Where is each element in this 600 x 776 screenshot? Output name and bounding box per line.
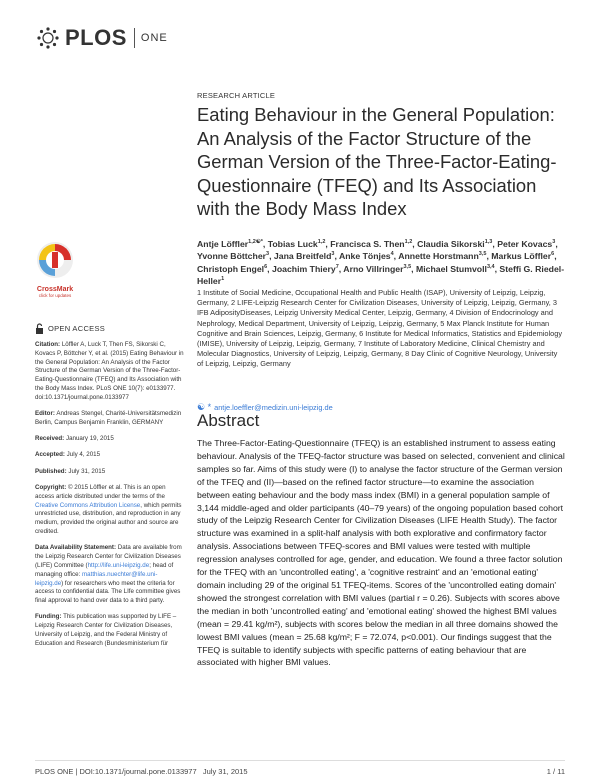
copyright: Copyright: © 2015 Löffler et al. This is an open access article distributed under the terms of the Creative Commons Attribution License, which permits unrestricted use, distribution, and reproduction in any medium, provided the original author and source are credited.: [35, 484, 182, 536]
author-name: Michael Stumvoll$^{3,4}$: [415, 263, 495, 274]
crossmark-icon: [35, 240, 75, 280]
footer-citation: PLOS ONE | DOI:10.1371/journal.pone.0133977 July 31, 2015: [35, 767, 248, 776]
author-name: Francisca S. Then$^{1,2}$: [330, 239, 413, 249]
author-affiliation-marker: 3: [331, 251, 335, 258]
author-name: Tobias Luck$^{1,2}$: [267, 239, 326, 249]
funding: Funding: This publication was supported by LIFE – Leipzig Research Center for Civilization Diseases, University of Leipzig, and the Federal Ministry of Education and Research (Bundesministerium für: [35, 613, 177, 647]
editor: Editor: Andreas Stengel, Charité-Universitätsmedizin Berlin, Campus Benjamin Franklin, GERMANY: [35, 410, 182, 426]
author-name: Antje Löffler$^{1,2☯*}$: [197, 239, 263, 249]
author-name: Anke Tönjes$^4$: [338, 251, 394, 262]
accepted-date: Accepted: July 4, 2015: [35, 451, 101, 459]
author-affiliation-marker: 6: [551, 251, 555, 258]
open-access-badge: [35, 323, 105, 334]
author-name: Yvonne Böttcher$^3$: [197, 251, 270, 262]
author-name: Peter Kovacs$^3$: [497, 239, 556, 249]
received-date: Received: January 19, 2015: [35, 435, 114, 443]
author-name: Steffi G. Riedel-Heller$^1$: [197, 263, 565, 287]
abstract-heading: Abstract: [197, 411, 260, 430]
footer-divider: [35, 760, 565, 761]
crossmark-sub: click for updates: [38, 293, 72, 298]
author-affiliation-marker: 3: [266, 251, 270, 258]
author-name: Jana Breitfeld$^3$: [273, 251, 335, 262]
crossmark-label: CrossMark: [36, 286, 74, 293]
unlock-icon: [35, 323, 44, 334]
author-name: Arno Villringer$^{3,5}$: [343, 263, 412, 274]
author-affiliation-marker: 3,4: [486, 263, 495, 270]
star-icon: ☯ *: [197, 402, 212, 412]
page-number: 1 / 11: [546, 767, 565, 776]
affiliations: 1 Institute of Social Medicine, Occupational Health and Public Health (ISAP), University of Leipzig, Leipzig, Germany, 2 LIFE-Leipzig Research Center for Civilization Diseases, University of Leipzig, Leipzig, Germany, 3 IFB AdiposityDiseases, Leipzig University Medical Center, Leipzig, Germany, 4 Division of Endocrinology and Nephrology, Medical Department, University of Leipzig, Leipzig, Germany, 5 Max Planck Institute for Human Cognitive and Brain Sciences, Leipzig, Germany, 6 Institute for Medical Informatics, Statistics and Epidemiology (IMISE), University of Leipzig, Leipzig, Germany, 7 Institute of Laboratory Medicine, Clinical Chemistry and Molecular Diagnostics, University of Leipzig, Leipzig, Germany, 8 Day Clinic of Cognitive Neurology, University of Leipzig, Leipzig, Germany: [197, 288, 563, 369]
citation: Citation: Löffler A, Luck T, Then FS, Sikorski C, Kovacs P, Böttcher Y, et al. (2015) Eating Behaviour in the General Population: An Analysis of the Factor Structure of the German Version of the Three-Factor-Eating-Questionnaire (TFEQ) and Its Association with the Body Mass Index. PLoS ONE 10(7): e0133977. doi:10.1371/journal.pone.0133977: [35, 341, 184, 401]
plos-dots-icon: [35, 26, 61, 50]
author-list: Antje Löffler$^{1,2☯*}$, Tobias Luck$^{1,2}$, Francisca S. Then$^{1,2}$, Claudia Sikorski$^{1,3}$, Peter Kovacs$^3$, Yvonne Böttcher$^3$, Jana Breitfeld$^3$, Anke Tönjes$^4$, Annette Horstmann$^{3,5}$, Markus Löffler$^6$, Christoph Engel$^6$, Joachim Thiery$^7$, Arno Villringer$^{3,5}$, Michael Stumvoll$^{3,4}$, Steffi G. Riedel-Heller$^1$: [197, 239, 565, 287]
author-affiliation-marker: 3,5: [403, 263, 412, 270]
author-affiliation-marker: 3,5: [478, 251, 487, 258]
author-affiliation-marker: 1,2: [404, 239, 413, 246]
author-name: Claudia Sikorski$^{1,3}$: [417, 239, 493, 249]
logo-divider: [134, 28, 135, 48]
author-name: Markus Löffler$^6$: [491, 251, 555, 262]
abstract-text: The Three-Factor-Eating-Questionnaire (TFEQ) is an established instrument to assess eating behaviour. Analysis of the TFEQ-factor structure was based on selected, convenient and clinical samples so far. Aims of this study were (I) to analyse the factor structure of the German version of the TFEQ and (II)—based on the refined factor structure—to examine the association between eating behaviour and the body mass index (BMI) in a general population sample of 3,144 middle-aged and older participants (40–79 years) of the ongoing population based cohort study of the Leipzig Research Center for Civilization Diseases (LIFE Health Study). The factor structure was examined in a split-half analysis with both explorative and confirmatory factor analysis. Associations between TFEQ-scores and BMI values were tested with multiple regression analyses controlled for age, gender, and education. We found a three factor solution for the TFEQ with an 'uncontrolled eating', a 'cognitive restraint' and an 'emotional eating' domain including 29 of the original 51 TFEQ-items. Scores of the 'uncontrolled eating domain' showed the strongest correlation with BMI values (partial r = 0.26). Subjects with scores above the median in both 'uncontrolled eating' and 'emotional eating' showed the highest BMI values (mean = 29.41 kg/m²), subjects with scores below the median in all three domains showed the lowest BMI values (mean = 25.68 kg/m²; F = 72.074, p<0.001). Our findings suggest that the TFEQ is suitable to identify subjects with specific patterns of eating behaviour that are associated with higher BMI values.: [197, 438, 565, 668]
author-affiliation-marker: 1,2: [317, 239, 326, 246]
office-email-link[interactable]: matthias.nuechter@life.uni-leipzig.de: [35, 570, 158, 587]
data-availability: Data Availability Statement: Data are available from the Leipzig Research Center for Civilization Diseases (LIFE) Committee (http://life.uni-leipzig.de; head of managing office: matthias.nuechter@life.uni-leipzig.de) for researchers who meet the criteria for access to confidential data. The LIfe committee gives final approval to hand over data to a third party.: [35, 544, 182, 605]
author-affiliation-marker: 1: [221, 276, 225, 283]
author-affiliation-marker: 7: [335, 263, 339, 270]
license-link[interactable]: Creative Commons Attribution License: [35, 501, 141, 509]
email-link[interactable]: antje.loeffler@medizin.uni-leipzig.de: [214, 403, 333, 412]
article-type: RESEARCH ARTICLE: [197, 91, 276, 100]
article-title: Eating Behaviour in the General Population: An Analysis of the Factor Structure of the German Version of the Three-Factor-Eating-Questionnaire (TFEQ) and Its Association with the Body Mass Index: [197, 104, 557, 219]
author-name: Annette Horstmann$^{3,5}$: [398, 251, 487, 262]
author-affiliation-marker: 3: [552, 239, 556, 246]
journal-name: ONE: [140, 32, 168, 44]
author-affiliation-marker: 1,3: [484, 239, 493, 246]
author-name: Joachim Thiery$^7$: [271, 263, 339, 274]
plos-logo[interactable]: [35, 26, 168, 50]
article-info: [35, 341, 185, 656]
author-affiliation-marker: 1,2☯*: [248, 239, 263, 246]
author-affiliation-marker: 6: [264, 263, 268, 270]
logo-text: PLOS: [65, 25, 127, 50]
crossmark-badge[interactable]: [35, 240, 75, 298]
life-website-link[interactable]: http://life.uni-leipzig.de: [87, 561, 150, 569]
author-affiliation-marker: 4: [390, 251, 394, 258]
author-name: Christoph Engel$^6$: [197, 263, 268, 274]
open-access-label: OPEN ACCESS: [48, 324, 106, 333]
published-date: Published: July 31, 2015: [35, 467, 106, 475]
